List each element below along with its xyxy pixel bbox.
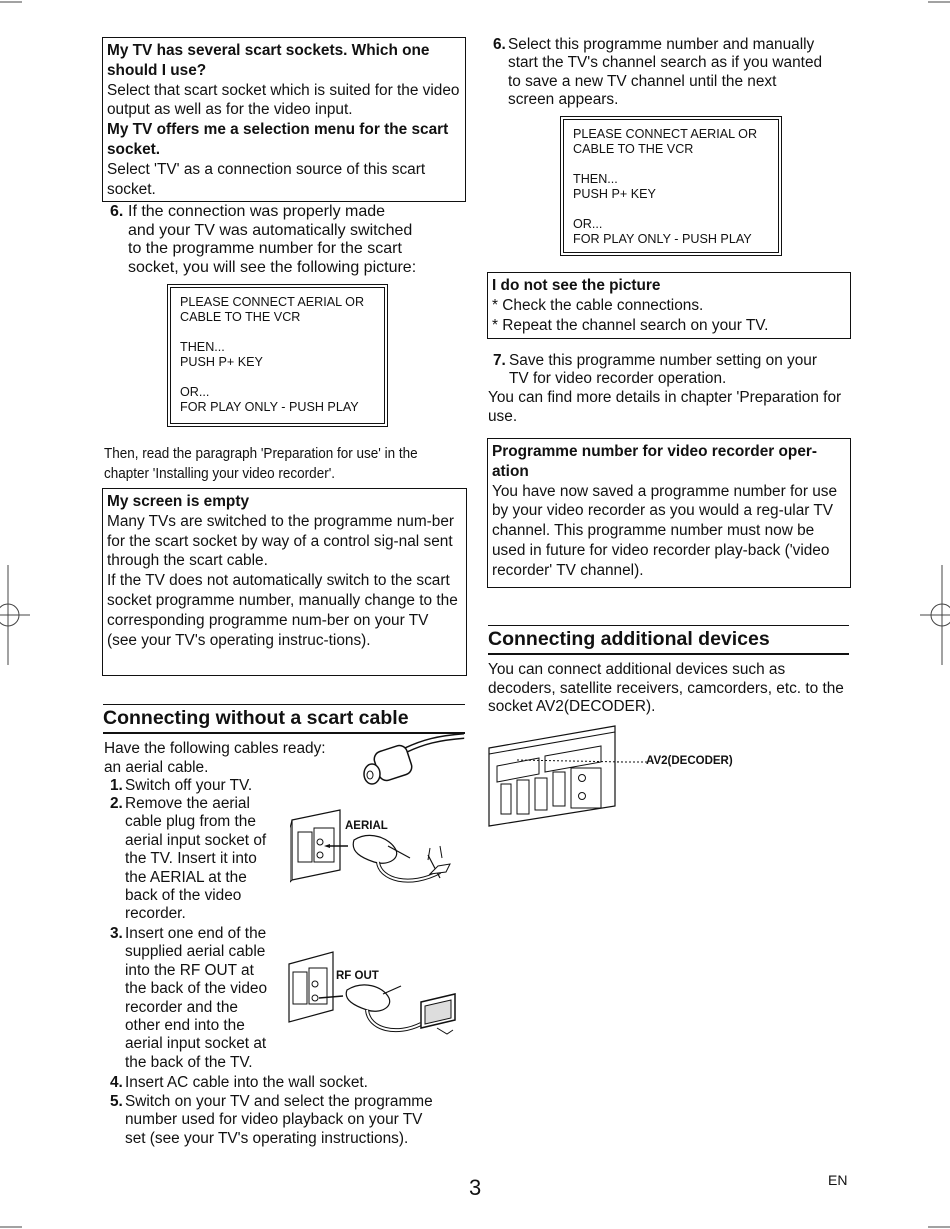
faq-box-programme-number [487, 438, 851, 588]
section-title-no-scart: Connecting without a scart cable [103, 704, 465, 734]
step-6-left [110, 203, 470, 277]
step-3 [110, 925, 300, 1072]
faq-box-scart-sockets [102, 37, 466, 202]
faq-paragraph: If the TV does not automatically switch to the scart socket programme number, manually change to the corresponding programme num-ber on your TV (see your TV's operating instruc-tions). [107, 572, 458, 649]
step-number: 4. [110, 1074, 123, 1091]
step-1 [110, 777, 470, 795]
av2-decoder-label: AV2(DECODER) [646, 755, 733, 767]
rfout-label: RF OUT [336, 970, 379, 982]
faq-question: My TV offers me a selection menu for the scart socket. [107, 121, 449, 158]
step-number: 6. [110, 203, 124, 220]
intro-line: an aerial cable. [104, 759, 209, 776]
step-text: Remove the aerial cable plug from the aerial input socket of the TV. Insert it into the AERIAL at the back of the video recorder. [125, 795, 267, 923]
faq-box-screen-empty [102, 488, 467, 676]
vcr-aerial-illustration [290, 800, 460, 892]
faq-paragraph: You have now saved a programme number for use by your video recorder as you would a reg-ular TV channel. This programme number must now be used in future for video recorder play-back ('video recorder' TV channel). [492, 482, 838, 579]
step-text: Insert AC cable into the wall socket. [125, 1074, 368, 1091]
then-read-text: Then, read the paragraph 'Preparation for use' in the chapter 'Installing your video recorder'. [104, 445, 418, 482]
vcr-rfout-illustration [287, 940, 462, 1040]
faq-box-no-picture [487, 272, 851, 339]
step-7 [493, 352, 853, 389]
vcr-back-panel-illustration [487, 724, 627, 828]
faq-title: Programme number for video recorder oper-ation [492, 443, 817, 480]
faq-answer: Select that scart socket which is suited for the video output as well as for the video input. [107, 81, 460, 119]
step-text: Save this programme number setting on your TV for video recorder operation. [509, 352, 817, 388]
step-text: If the connection was properly made and your TV was automatically switched to the programme number for the scart socket, you will see the following picture: [128, 203, 417, 276]
faq-title: I do not see the picture [492, 277, 661, 294]
faq-title: My screen is empty [107, 493, 250, 510]
more-details-text: You can find more details in chapter 'Preparation for use. [488, 389, 842, 425]
step-number: 3. [110, 925, 123, 942]
faq-question: My TV has several scart sockets. Which one should I use? [107, 42, 430, 79]
step-6-right [493, 36, 853, 110]
step-text: Switch off your TV. [125, 777, 253, 794]
page-number: 3 [469, 1175, 482, 1200]
step-number: 1. [110, 777, 123, 794]
faq-answer: Select 'TV' as a connection source of this scart socket. [107, 160, 426, 198]
section-title-additional-devices: Connecting additional devices [488, 625, 849, 655]
step-4 [110, 1074, 470, 1092]
additional-devices-intro: You can connect additional devices such as decoders, satellite receivers, camcorders, etc. to the socket AV2(DECODER). [488, 661, 844, 715]
step-number: 2. [110, 795, 123, 812]
tv-screen-message: PLEASE CONNECT AERIAL OR CABLE TO THE VCR THEN... PUSH P+ KEY OR... FOR PLAY ONLY - PUSH PLAY [560, 116, 782, 256]
av2-leader-line [617, 760, 647, 766]
intro-line: Have the following cables ready: [104, 740, 326, 757]
step-5 [110, 1093, 470, 1148]
faq-line: * Repeat the channel search on your TV. [492, 316, 769, 334]
faq-line: * Check the cable connections. [492, 296, 704, 314]
step-number: 7. [493, 352, 506, 369]
tv-screen-message: PLEASE CONNECT AERIAL OR CABLE TO THE VCR THEN... PUSH P+ KEY OR... FOR PLAY ONLY - PUSH PLAY [167, 284, 388, 427]
step-text: Insert one end of the supplied aerial cable into the RF OUT at the back of the video recorder and the other end into the aerial input socket at the back of the TV. [125, 925, 268, 1071]
faq-paragraph: Many TVs are switched to the programme num-ber for the scart socket by way of a control sig-nal sent through the scart cable. [107, 512, 455, 570]
step-text: Switch on your TV and select the programme number used for video playback on your TV set (see your TV's operating instructions). [125, 1093, 433, 1147]
language-code: EN [828, 1172, 848, 1188]
step-text: Select this programme number and manually start the TV's channel search as if you wanted to save a new TV channel until the next screen appears. [508, 36, 823, 109]
step-number: 5. [110, 1093, 123, 1110]
step-2 [110, 795, 300, 924]
aerial-label: AERIAL [345, 820, 388, 832]
step-number: 6. [493, 36, 506, 53]
